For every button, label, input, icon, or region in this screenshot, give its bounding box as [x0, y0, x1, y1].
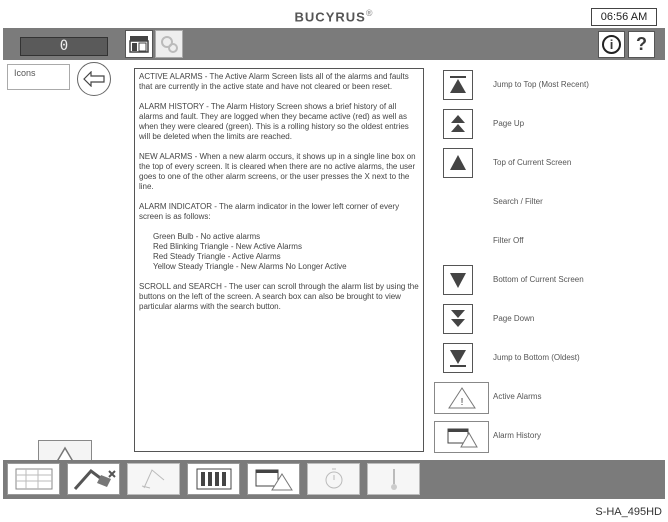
help-paragraph-new: NEW ALARMS - When a new alarm occurs, it shows up in a single line box on the top of every screen. It is cleared when there are no active alarms, the user goes to one of the other alarm screens, or the user presses the X next to the line. — [139, 152, 416, 191]
alarm-screen-icon — [252, 466, 296, 492]
filter-off-label[interactable]: Filter Off — [493, 236, 524, 245]
search-filter-label[interactable]: Search / Filter — [493, 197, 543, 206]
indicator-item: Yellow Steady Triangle - New Alarms No Longer Active — [153, 262, 347, 271]
nav-bottom-current — [431, 263, 665, 299]
nav-jump-top — [431, 68, 665, 104]
bucket-icon — [134, 466, 174, 492]
nav-filter-off[interactable] — [431, 224, 665, 260]
info-icon: i — [602, 35, 621, 54]
active-alarms-button[interactable] — [434, 382, 489, 414]
brand-mark: ® — [365, 8, 374, 18]
work-area — [3, 60, 665, 460]
active-alarms-label: Active Alarms — [493, 392, 542, 401]
info-button[interactable] — [598, 31, 625, 58]
alarm-history-label: Alarm History — [493, 431, 542, 440]
bottom-button-temperature[interactable] — [367, 463, 420, 495]
indicator-item: Red Steady Triangle - Active Alarms — [153, 252, 281, 261]
help-paragraph-scroll: SCROLL and SEARCH - The user can scroll through the alarm list by using the buttons on the left of the screen. A search box can also be brought to view particular alarms with the search button. — [139, 282, 419, 311]
nav-search-filter[interactable] — [431, 185, 665, 221]
help-text-box — [134, 68, 424, 452]
help-paragraph-history: ALARM HISTORY - The Alarm History Screen shows a brief history of all alarms and fault. They are logged when they became active (red) as well as when they were cleared (green). This is a rolling history so the oldest entries will be deleted when the limits are reached. — [139, 102, 409, 141]
bottom-button-gauges[interactable] — [187, 463, 240, 495]
tab-settings[interactable] — [155, 30, 183, 58]
alarm-history-button[interactable] — [434, 421, 489, 453]
nav-page-up — [431, 107, 665, 143]
nav-page-down — [431, 302, 665, 338]
brand-name: BUCYRUS — [294, 9, 366, 25]
bottom-toolbar — [3, 460, 665, 499]
page-up-label: Page Up — [493, 119, 525, 128]
jump-top-label: Jump to Top (Most Recent) — [493, 80, 589, 89]
bottom-current-label: Bottom of Current Screen — [493, 275, 584, 284]
indicator-item: Green Bulb - No active alarms — [153, 232, 261, 241]
dragline-machine-icon — [71, 465, 117, 493]
alarm-counter-panel — [6, 32, 120, 59]
jump-bottom-button[interactable] — [443, 343, 473, 373]
arrow-left-icon — [83, 71, 105, 87]
jump-top-icon — [448, 75, 468, 95]
brand-title — [0, 8, 668, 24]
jump-bottom-icon — [448, 348, 468, 368]
nav-alarm-history — [431, 419, 665, 455]
grid-chart-icon — [14, 467, 54, 491]
page-down-button[interactable] — [443, 304, 473, 334]
triangle-down-icon — [448, 270, 468, 290]
indicator-list — [139, 232, 419, 272]
svg-text:!: ! — [460, 397, 463, 408]
page-up-button[interactable] — [443, 109, 473, 139]
top-current-label: Top of Current Screen — [493, 158, 572, 167]
nav-top-current — [431, 146, 665, 182]
gauges-icon — [194, 467, 234, 491]
nav-jump-bottom — [431, 341, 665, 377]
alarm-history-icon — [445, 425, 479, 449]
bottom-button-alarms[interactable] — [247, 463, 300, 495]
clock-display: 06:56 AM — [591, 8, 657, 26]
warning-triangle-icon — [447, 386, 477, 410]
bottom-button-machine[interactable] — [67, 463, 120, 495]
alarm-screen-icon — [129, 35, 149, 53]
bottom-current-button[interactable] — [443, 265, 473, 295]
icons-button[interactable]: Icons — [7, 64, 70, 90]
gears-icon — [159, 34, 179, 54]
stopwatch-icon — [321, 466, 347, 492]
bottom-button-bucket[interactable] — [127, 463, 180, 495]
main-frame — [3, 28, 665, 499]
help-paragraph-active: ACTIVE ALARMS - The Active Alarm Screen lists all of the alarms and faults that are currently in the active state and have not cleared or been reset. — [139, 72, 409, 91]
screen-tabs — [121, 28, 665, 60]
top-current-button[interactable] — [443, 148, 473, 178]
indicator-item: Red Blinking Triangle - New Active Alarms — [153, 242, 302, 251]
alarm-counter: 0 — [20, 37, 108, 56]
help-icon: ? — [636, 34, 647, 54]
page-down-icon — [448, 309, 468, 329]
nav-active-alarms — [431, 380, 665, 416]
page-up-icon — [448, 114, 468, 134]
bottom-button-grid[interactable] — [7, 463, 60, 495]
tab-alarm-screen[interactable] — [125, 30, 153, 58]
bottom-button-timer[interactable] — [307, 463, 360, 495]
help-paragraph-indicator: ALARM INDICATOR - The alarm indicator in the lower left corner of every screen is as follows: — [139, 202, 400, 221]
jump-top-button[interactable] — [443, 70, 473, 100]
back-button[interactable] — [77, 62, 111, 96]
help-button[interactable] — [628, 31, 655, 58]
triangle-up-icon — [448, 153, 468, 173]
figure-code: S-HA_495HD — [595, 506, 662, 518]
jump-bottom-label: Jump to Bottom (Oldest) — [493, 353, 580, 362]
page-down-label: Page Down — [493, 314, 535, 323]
thermometer-icon — [386, 466, 402, 492]
